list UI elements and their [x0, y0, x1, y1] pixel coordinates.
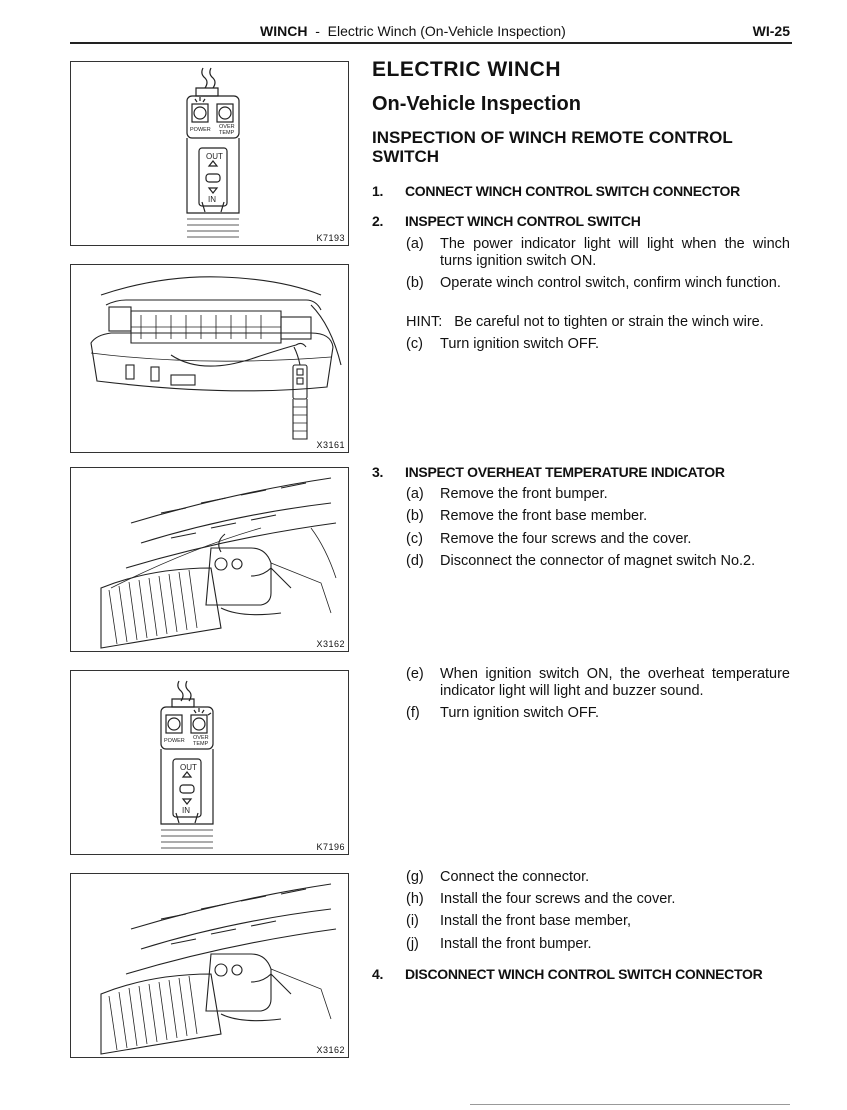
- figure-vehicle-front: [70, 264, 349, 453]
- item-text: Install the front bumper.: [440, 936, 592, 952]
- item-letter: (b): [406, 508, 424, 524]
- fig4-power-label: POWER: [164, 738, 185, 744]
- item-text: Operate winch control switch, confirm winch function.: [440, 275, 781, 291]
- item-letter: (g): [406, 869, 424, 885]
- header-section: WINCH: [260, 23, 308, 39]
- step-text: INSPECT OVERHEAT TEMPERATURE INDICATOR: [405, 464, 725, 480]
- heading-electric-winch: ELECTRIC WINCH: [372, 58, 561, 81]
- winch-motor-illustration-2: [71, 874, 348, 1057]
- header-title: Electric Winch (On-Vehicle Inspection): [327, 23, 566, 39]
- vehicle-front-illustration: [71, 265, 348, 452]
- item-letter: (a): [406, 486, 424, 502]
- heading-inspection-remote-switch: INSPECTION OF WINCH REMOTE CONTROL SWITCH: [372, 128, 733, 166]
- figure-code: K7196: [316, 842, 345, 852]
- hint-text: Be careful not to tighten or strain the winch wire.: [454, 314, 764, 330]
- item-text: Turn ignition switch OFF.: [440, 336, 600, 352]
- step-number: 2.: [372, 213, 384, 229]
- page-number: WI-25: [752, 23, 790, 39]
- item-letter: (c): [406, 336, 423, 352]
- footer-rule: [470, 1104, 790, 1105]
- figure-remote-switch-overheat: [70, 670, 349, 855]
- heading-on-vehicle-inspection: On-Vehicle Inspection: [372, 93, 581, 115]
- header-separator: -: [315, 23, 320, 39]
- figure-winch-motor-2: [70, 873, 349, 1058]
- item-text: Remove the front bumper.: [440, 486, 608, 502]
- page-header: [70, 22, 792, 44]
- item-letter: (b): [406, 275, 424, 291]
- figure-code: K7193: [316, 233, 345, 243]
- item-text: When ignition switch ON, the overheat temperature indicator light will light and buzzer sound.: [440, 666, 790, 699]
- fig4-over-label: OVER: [193, 735, 209, 741]
- fig4-temp-label: TEMP: [193, 741, 209, 747]
- step-text: CONNECT WINCH CONTROL SWITCH CONNECTOR: [405, 183, 740, 199]
- figure-code: X3162: [316, 639, 345, 649]
- remote-switch-overheat-illustration: [71, 671, 348, 854]
- item-letter: (f): [406, 705, 420, 721]
- item-letter: (e): [406, 666, 424, 682]
- item-letter: (j): [406, 936, 419, 952]
- fig1-over-label: OVER: [219, 124, 235, 130]
- item-letter: (a): [406, 236, 424, 252]
- step-number: 3.: [372, 464, 384, 480]
- item-text: Install the four screws and the cover.: [440, 891, 676, 907]
- fig4-out-label: OUT: [180, 763, 197, 772]
- item-letter: (d): [406, 553, 424, 569]
- item-text: Remove the front base member.: [440, 508, 648, 524]
- figure-code: X3162: [316, 1045, 345, 1055]
- fig1-out-label: OUT: [206, 152, 223, 161]
- fig1-power-label: POWER: [190, 127, 211, 133]
- step-number: 1.: [372, 183, 384, 199]
- figure-code: X3161: [316, 440, 345, 450]
- item-text: Connect the connector.: [440, 869, 590, 885]
- fig1-temp-label: TEMP: [219, 130, 235, 136]
- hint-note: [406, 314, 796, 330]
- item-text: Install the front base member,: [440, 913, 632, 929]
- hint-label: HINT:: [406, 314, 443, 330]
- item-text: Turn ignition switch OFF.: [440, 705, 600, 721]
- step-number: 4.: [372, 966, 384, 982]
- item-text: Remove the four screws and the cover.: [440, 531, 692, 547]
- fig1-in-label: IN: [208, 195, 216, 204]
- item-text: Disconnect the connector of magnet switch No.2.: [440, 553, 756, 569]
- figure-remote-switch-power: [70, 61, 349, 246]
- winch-motor-illustration: [71, 468, 348, 651]
- item-letter: (h): [406, 891, 424, 907]
- step-text: DISCONNECT WINCH CONTROL SWITCH CONNECTOR: [405, 966, 763, 982]
- item-letter: (i): [406, 913, 419, 929]
- remote-switch-illustration: [71, 62, 348, 245]
- item-text: The power indicator light will light when the winch turns ignition switch ON.: [440, 236, 790, 269]
- fig4-in-label: IN: [182, 806, 190, 815]
- header-title-group: [260, 23, 566, 39]
- item-letter: (c): [406, 531, 423, 547]
- figure-winch-motor: [70, 467, 349, 652]
- step-text: INSPECT WINCH CONTROL SWITCH: [405, 213, 641, 229]
